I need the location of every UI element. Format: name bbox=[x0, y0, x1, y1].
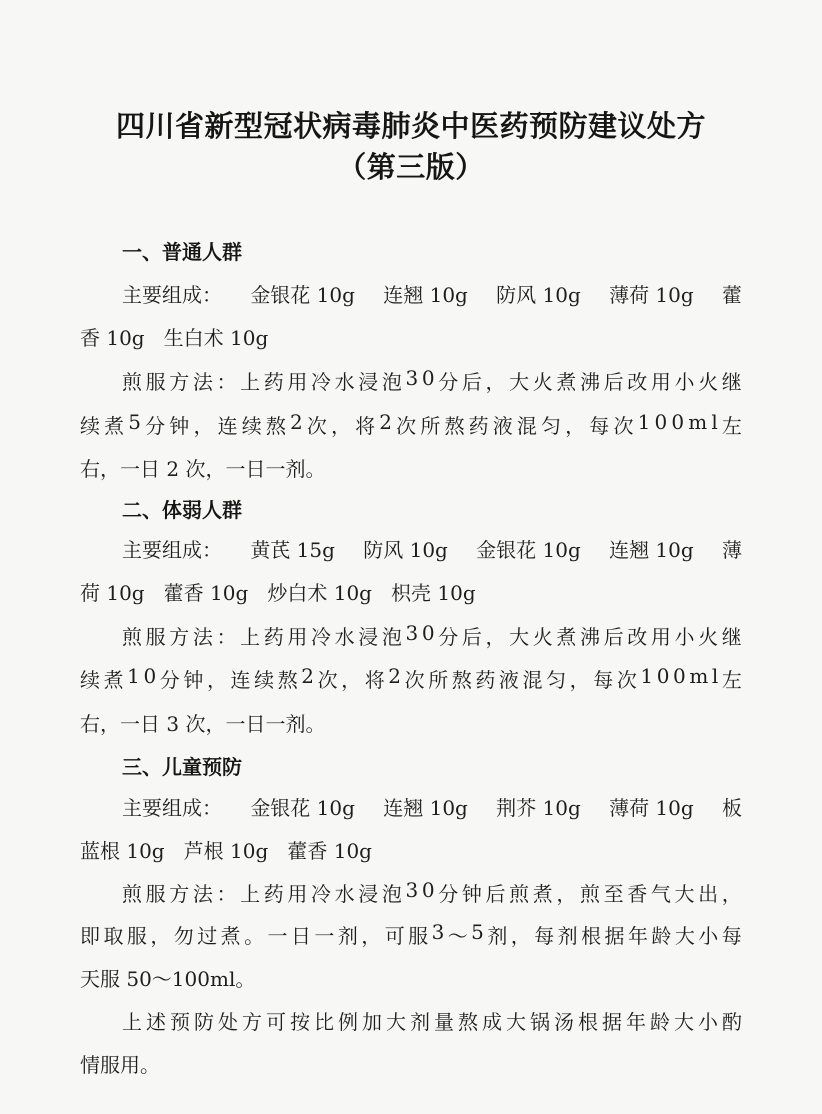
herb-item: 防风 10g bbox=[363, 538, 448, 562]
document-title: 四川省新型冠状病毒肺炎中医药预防建议处方 bbox=[115, 109, 706, 143]
note-line: 上 述 预 防 处 方 可 按 比 例 加 大 剂 量 熬 成 大 锅 汤 根 据 年 龄 大 小 酌 bbox=[122, 1010, 742, 1034]
herb-item: 连翘 10g bbox=[609, 538, 694, 562]
note-line: 情服用。 bbox=[80, 1053, 160, 1077]
herb-item: 连翘 10g bbox=[383, 283, 468, 307]
method-line: 续 煮 1 0 分 钟 ， 连 续 熬 2 次 ， 将 2 次 所 熬 药 液 混 匀 ， 每 次 1 0 0 m l 左 bbox=[80, 664, 742, 692]
section-heading-weak: 二、体弱人群 bbox=[122, 498, 242, 522]
herbs-row bbox=[122, 792, 742, 821]
herb-item: 黄芪 15g bbox=[250, 538, 335, 562]
herb-item: 薄荷 10g bbox=[609, 283, 694, 307]
herbs-row-continued: 蓝根 10g 芦根 10g 藿香 10g bbox=[80, 839, 372, 863]
section-heading-general: 一、普通人群 bbox=[122, 240, 242, 264]
herbs-row-continued: 荷 10g 藿香 10g 炒白术 10g 枳壳 10g bbox=[80, 581, 476, 605]
section-heading-children: 三、儿童预防 bbox=[122, 755, 242, 779]
herb-item: 藿 bbox=[722, 283, 742, 307]
herb-item: 防风 10g bbox=[496, 283, 581, 307]
herb-item: 荆芥 10g bbox=[496, 796, 581, 820]
herbs-row-continued: 香 10g 生白术 10g bbox=[80, 326, 269, 350]
composition-label: 主要组成： bbox=[122, 283, 222, 307]
method-line: 煎 服 方 法 ： 上 药 用 冷 水 浸 泡 3 0 分 钟 后 煎 煮 ， 煎 至 香 气 大 出 ， bbox=[122, 878, 742, 906]
herbs-row bbox=[122, 279, 742, 308]
method-line: 即 取 服 ， 勿 过 煮 。 一 日 一 剂 ， 可 服 3 ～ 5 剂 ， 每 剂 根 据 年 龄 大 小 每 bbox=[80, 920, 742, 948]
method-line: 煎 服 方 法 ： 上 药 用 冷 水 浸 泡 3 0 分 后 ， 大 火 煮 沸 后 改 用 小 火 继 bbox=[122, 366, 742, 394]
herbs-row bbox=[122, 534, 742, 563]
herb-item: 金银花 10g bbox=[250, 283, 355, 307]
herb-item: 薄荷 10g bbox=[609, 796, 694, 820]
document-subtitle: （第三版） bbox=[337, 150, 485, 184]
composition-label: 主要组成： bbox=[122, 538, 222, 562]
composition-label: 主要组成： bbox=[122, 796, 222, 820]
herb-item: 连翘 10g bbox=[383, 796, 468, 820]
method-line: 煎 服 方 法 ： 上 药 用 冷 水 浸 泡 3 0 分 后 ， 大 火 煮 沸 后 改 用 小 火 继 bbox=[122, 621, 742, 649]
herb-item: 薄 bbox=[722, 538, 742, 562]
method-line: 续 煮 5 分 钟 ， 连 续 熬 2 次 ， 将 2 次 所 熬 药 液 混 匀 ， 每 次 1 0 0 m l 左 bbox=[80, 410, 742, 438]
method-line: 天服 50～100ml。 bbox=[80, 967, 256, 991]
herb-item: 金银花 10g bbox=[476, 538, 581, 562]
herb-item: 板 bbox=[722, 796, 742, 820]
method-line: 右，一日 3 次，一日一剂。 bbox=[80, 712, 326, 736]
herb-item: 金银花 10g bbox=[250, 796, 355, 820]
method-line: 右，一日 2 次，一日一剂。 bbox=[80, 457, 326, 481]
